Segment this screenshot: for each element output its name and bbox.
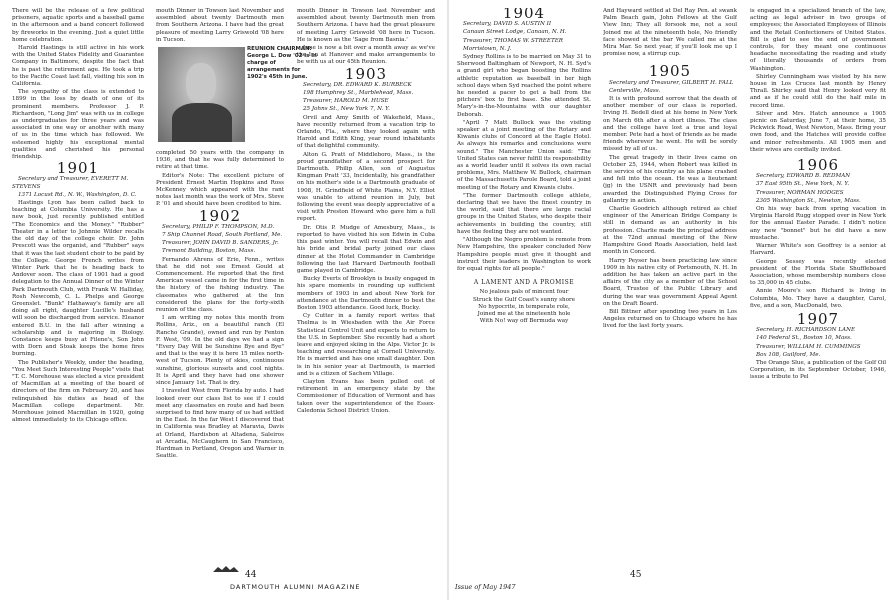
poem-title: A LAMENT AND A PROMISE	[473, 279, 575, 287]
left-column-1: There will be the release of a few political prisoners, aquatic sports and a baseball game in the afternoon and a band concert followed by fireworks in the evening. Just a quiet little home celebration. Harold Hastings is still active in his work with the United States Fidelity and Guarantee Company in Baltimore, despite the fact that he is past the retirement age. He took a trip to the Pacific Coast last fall, visiting his son in California. The sympathy of the class is extended to 1899 in the loss by death of one of its prominent members. Professor J. P. Richardson, "Long Jim" was with us in college as undergraduates for three years and was associated in one way or another with many of us in the time which has followed. We esteemed highly his exceptional mental qualities and cherished his personal friendship. 1901 Secretary and Treasurer, EVERETT M. STEVENS 1371 Locust Rd., N. W., Washington, D. C. Hastings Lyon has been called back to teaching at Columbia University. He has a new book, just recently published entitled "The Economics and the Money." "Rubber" Theater in a letter to Johnnie Wilder recalls the old day of the college choir. Dr. John Prescott was the organist, and "Rubber" says that it was the last student choir to be paid by the College. George French writes from Winter Park that he is heading back to Andover soon. The class of 1901 had a good delegation to the Annual Dinner of the Winter Park Dartmouth Club, with Frank W. Halliday, Rosh Newcomb, C. L. Phelps and George Greenslet. "Bunk" Hathaway's family are all doing all right, daughter Lucille's husband will soon be discharged from service. Eleanor entered B.U. in the fall after winning a scholarship and is majoring in Biology. Constance keeps busy at Filene's, Son John with Dorn and Stoak keeps the home fires burning. The Publisher's Weekly, under the heading, "You Meet Such Interesting People" visits that "T. C. Morehouse was elected a vice president of Macmillan at a meeting of the board of directors of the firm on February 20, and has relinquished his duties as head of the Macmillan college department. Mr. Morehouse joined Macmillan in 1920, going almost immediately to its Chicago office.	[12, 8, 144, 424]
class-1903-address: 198 Humphrey St., Marblehead, Mass.	[303, 90, 414, 97]
poem-line: Joined me at the nineteenth hole	[477, 310, 571, 317]
class-1906-secretary: Secretary, EDWARD B. REDMAN	[756, 173, 851, 180]
class-1904-treasurer: Treasurer, THOMAS W. STREETER	[463, 37, 563, 44]
photo-caption: REUNION CHAIRMAN: George L. Dow '02 is in charge of arrangements for 1902's 45th in June.	[247, 46, 317, 80]
left-column-2: completed 50 years with the company in 1936, and that he was fully determined to retire at that time. Editor's Note: The excellent picture of President Ernest Martin Hopkins and Ross McKenney which appeared with the rant notes last month was the work of Mrs. Steve P. '01 and should have been credited to him. 1902 Secretary, PHILIP F. THOMPSON, M.D. 7 Ship Channel Road, South Portland, Me. Treasurer, JOHN DAVID B. SANDERS, Jr. Tremont Building, Boston, Mass. Fernando Ahrens of Erie, Fenn., writes that he did not see Ernest Gould at Commencement. He reported that the first American vessel came in for the first time in the history of the fishing industry. The classmates who gathered at the Inn considered the plans for the forty-sixth reunion of the class. I am writing my notes this month from Rollins, Ariz., on a beautiful ranch (El Rancho Grande), owned and run by Fenton F. West, '09. In the old days we had a sign "Every Day Will be Sunshine Bye and Bye" and that is the way it is here 15 miles north-west of Tucson. Plenty of skies, continuous sunshine, glorious sunsets and cool nights. It is April and they have had one shower since January 1st. That is dry. I traveled West from Florida by auto. I had looked over our class list to see if I could meet any classmates en route and had been surprised to find how many of us had settled in the East. In the far West I discovered that in California was Bradley at Maravia, Davis at Orland, Hardisbon at Altadena, Saleiros at Arcadia, McCaughern in San Francisco, Hardman in Portland, Oregon and Warner in Seattle.	[156, 150, 284, 460]
class-1902-address: 7 Ship Channel Road, South Portland, Me.	[162, 232, 283, 239]
left-page-footer: DARTMOUTH ALUMNI MAGAZINE	[230, 583, 361, 591]
class-1907-heading: 1907	[796, 309, 840, 328]
class-1901-heading: 1901	[56, 159, 100, 178]
class-1904-heading: 1904	[502, 8, 546, 22]
right-page-number: 45	[630, 570, 642, 580]
photo-face	[186, 63, 216, 103]
class-1901-address: 1371 Locust Rd., N. W., Washington, D. C.	[18, 191, 137, 198]
issue-date: Issue of May 1947	[455, 583, 516, 591]
class-1906-treasurer: Treasurer, NORMAN HODGES	[756, 189, 844, 196]
right-column-1: 1904 Secretary, DAVID S. AUSTIN II Canaan Street Lodge, Canaan, N. H. Treasurer, THOMAS W. STREETER Morristown, N. J. Sydney Rollins is to be married on May 31 to Sherwood Baltingham of Newport, N. H. Syd's a grand girl who began boosting the Rollins athletic reputation as baseball in her high school days when Syd reached the point where he needed a pacer to get a ball from the pitchers' box to first base. She attended St. Mary's-in-the-Mountains with our daughter Deborah. "April 7 Matt Bullock was the visiting speaker at a joint meeting of the Rotary and Kiwanis clubs of Concord at the Eagle Hotel. As always his remarks and conclusions were sound." The Manchester Union said: "The United States can never fulfill its responsibility as a world leader until it solves its own racial problems, Mrs. Matthew W. Bullock, chairman of the Massachusetts Parole Board, told a joint meeting of the Rotary and Kiwanis clubs. "The former Dartmouth college athlete, declaring that we have the finest country in the world, said that there are large racial groups in the United States, who despite their achievements in building the country, still have the feeling they are not wanted. "Although the Negro problem is remote from New Hampshire, the speaker concluded New Hampshire people must give it thought and instruct their leaders in Washington to work for equal rights for all people." A LAMENT AND A PROMISE No jealous pals of mincent four Struck the Gulf Coast's sunny shore No hypocrite, in temperate role, Joined me at the nineteenth hole With No! way off Bermuda way	[457, 8, 591, 325]
class-1901-secretary: Secretary and Treasurer, EVERETT M. STEVENS	[12, 176, 129, 190]
class-1903-treasurer-address: 25 Johns St., New York 7, N. Y.	[303, 106, 390, 113]
left-column-3: mouth Dinner in Towson last November and assembled about twenty Dartmouth men from Southern Arizona. I have had the great pleasure of meeting Larry Griswold '08 here in Tucson. He is known as the 'Sage from Basnia.' June is now a bit over a month away as we've the Inn at Hanover and make arrangements to be with us at our 45th Reunion. 1903 Secretary, DR. EDWARD K. BURBECK 198 Humphrey St., Marblehead, Mass. Treasurer, HAROLD M. HUSE 25 Johns St., New York 7, N. Y. Orvil and Amy Smith of Wakefield, Mass., have recently returned from a vacation trip to Orlando, Fla., where they looked again with Harold and Edith King, year round inhabitants of that delightful community. Alton G. Pratt of Middleboro, Mass., is the proud grandfather of a second prospect for Dartmouth. Philip Allen, son of Augustus Kingman Pratt '33, Incidentally, his grandfather on his mother's side is a Dartmouth graduate of 1908, H. Grindfield of White Plains, N.Y. Elliot was unable to attend reunion in July, but following the event was deeply appreciative of a visit with Preston Howard who gave him a full report. Dr. Otis P. Mudge of Amesbury, Mass., is reported to have visited his son Edwin in Cuba this past winter. You will recall that Edwin and his bride and bridal party joined our class dinner at the Hotel Commander in Cambridge following the last Harvard Dartmouth football game played in Cambridge. Bucky Everts of Brooklyn is busily engaged in his spare moments in rounding up sufficient members of 1903 in and about New York for attendance at the Dartmouth dinner to best the Boston 1903 attendance. Good luck, Bucky. Cy Cutter in a family report writes that Thelma is in Wiesbaden with the Air Force Statistical Control Unit and expects to return to the U.S. in September. She recently had a short leave and enjoyed skiing in the Alps. Victor Jr. is teaching and researching at Cornell University. He is married and has one small daughter. Don is in his senior year at Dartmouth, is married and is a citizen of Sachem Village. Clayton Evans has been pulled out of retirement in an emergency state by the Commissioner of Education of Vermont and has taken over the superintendence of the Essex-Caledonia School District Union.	[297, 8, 435, 414]
class-1902-treasurer: Treasurer, JOHN DAVID B. SANDERS, Jr.	[162, 240, 279, 247]
class-1907-secretary: Secretary, H. RICHARDSON LANE	[756, 327, 856, 334]
class-1907-address: 140 Federal St., Boston 10, Mass.	[756, 335, 852, 342]
class-1905-heading: 1905	[648, 62, 692, 81]
decorative-ornament	[212, 559, 240, 578]
col3-intro: mouth Dinner in Towson last November and assembled about twenty Dartmouth men from Southern Arizona. I have had the great pleasure of meeting Larry Griswold '08 here in Tucson. He is known as the 'Sage from Basnia.'	[297, 8, 435, 43]
class-1902-treasurer-address: Tremont Building, Boston, Mass.	[162, 248, 256, 255]
reunion-chairman-photo	[158, 47, 245, 142]
class-1904-treasurer-address: Morristown, N. J.	[463, 45, 512, 52]
poem-line: Struck the Gulf Coast's sunny shore	[472, 296, 576, 303]
right-column-2: And Hayward settled at Del Ray Pen. at swank Palm Beach gain, John Fellows at the Gulf View Inn; They all forsook me, not a soul Joined me at the nineteenth hole, No friendly face showed at the bar We called me at the Mira Mar. So next year, if you'll look me up I promise now, a stirrup cup. 1905 Secretary and Treasurer, GILBERT H. FALL Centerville, Mass. It is with profound sorrow that the death of another member of our class is reported. Irving H. Bedell died at his home in New York on March 6th after a short illness. The class and the college have lost a true and loyal member. Pete had a host of friends as he made friends wherever he went. He will be sorely missed by all of us. The great tragedy in their lives came on October 25, 1944, when Robert was killed in the service of his country as his plane crashed and fell into the ocean. He was a lieutenant (jg) in the USNR and previously had been awarded the Distinguished Flying Cross for gallantry in action. Charlie Goodrich although retired as chief engineer of the American Bridge Company is still in demand as an authority in his profession. Charlie made the principal address at the 72nd annual meeting of the New Hampshire Good Roads Association, held last month in Concord. Harry Peyser has been practicing law since 1909 in his native city of Portsmouth, N. H. In addition he has taken an active part in the affairs of the city as a member of the School Board, Trustee of the Public Library and during the war was government Appeal Agent on the Draft Board. Bill Bittner after spending two years in Los Angeles returned on to Chicago where he has lived for the last forty years.	[603, 8, 737, 330]
class-1902-heading: 1902	[198, 206, 242, 225]
right-column-3: is engaged in a specialized branch of the law, acting as legal adviser in two groups of employees; the Associated Employees of Illinois and the Retail Confectioners of United States. Bill is glad to see the end of government controls, for they meant one continuous headache necessitating the reading and study of literally thousands of orders from Washington. Shirley Cunningham was visited by his new house in Los Cruces last month by Henry Thrall. Shirley said that Henry looked very fit and as if he could still do the half mile in record time. Silver and Mrs. Hatch announce a 1905 picnic on Saturday, June 7, at their home, 35 Pickwick Road, West Newton, Mass. Bring your own food, and the Hatches will provide coffee and minor refreshments. All 1905 men and their wives are cordially invited. 1906 Secretary, EDWARD B. REDMAN 37 East 95th St., New York, N. Y. Treasurer, NORMAN HODGES 2305 Washington St., Newton, Mass. On his way back from spring vacation in Virginia Harold Rugg stopped over in New York for the annual Easter Parade. I didn't notice any new "bonnet" but he did have a new mustache. Warner White's son Geoffrey is a senior at Harvard. George Sessey was recently elected president of the Florida State Shuffleboard Association, whose membership numbers close to 35,000 in 45 clubs. Annie Moore's son Richard is living in Columbia, Mo. They have a daughter, Carol, five, and a son, MacDonald, two. 1907 Secretary, H. RICHARDSON LANE 140 Federal St., Boston 10, Mass. Treasurer, WILLIAM H. CUMMINGS Box 108, Guilford, Me. The Orange Slue, a publication of the Golf Oil Corporation, in its September October, 1946, issue a tribute to Pel	[750, 8, 886, 381]
class-1906-heading: 1906	[796, 156, 840, 175]
poem-line: With No! way off Bermuda way	[479, 318, 569, 325]
class-1905-secretary: Secretary and Treasurer, GILBERT H. FALL	[609, 79, 734, 86]
class-1907-treasurer-address: Box 108, Guilford, Me.	[756, 351, 821, 358]
class-1905-address: Centerville, Mass.	[609, 87, 661, 94]
class-1902-secretary: Secretary, PHILIP F. THOMPSON, M.D.	[162, 223, 275, 230]
photo-body	[172, 103, 232, 142]
class-1903-heading: 1903	[344, 64, 388, 83]
page-gutter	[447, 0, 449, 600]
class-1906-treasurer-address: 2305 Washington St., Newton, Mass.	[756, 197, 861, 204]
class-1902-text: Fernando Ahrens of Erie, Fenn., writes that he did not see Ernest Gould at Commencement. He reported that the first American vessel came in for the first time in the history of the fishing industry. The classmates who gathered at the Inn considered the plans for the forty-sixth reunion of the class.	[156, 256, 284, 314]
col1-intro: There will be the release of a few political prisoners, aquatic sports and a baseball game in the afternoon and a band concert followed by fireworks in the evening. Just a quiet little home celebration.	[12, 8, 144, 43]
poem-line: No hypocrite, in temperate role,	[478, 303, 570, 310]
left-column-2-top: mouth Dinner in Towson last November and assembled about twenty Dartmouth men from Southern Arizona. I have had the great pleasure of meeting Larry Griswold '08 here in Tucson.	[156, 8, 284, 43]
class-1907-treasurer: Treasurer, WILLIAM H. CUMMINGS	[756, 343, 861, 350]
class-1904-secretary: Secretary, DAVID S. AUSTIN II	[463, 21, 552, 28]
class-1903-secretary: Secretary, DR. EDWARD K. BURBECK	[303, 81, 412, 88]
poem-line: No jealous pals of mincent four	[479, 289, 569, 296]
poem	[457, 289, 591, 325]
left-page-number: 44	[245, 570, 257, 580]
class-1906-address: 37 East 95th St., New York, N. Y.	[756, 181, 850, 188]
class-1903-treasurer: Treasurer, HAROLD M. HUSE	[303, 98, 389, 105]
class-1904-address: Canaan Street Lodge, Canaan, N. H.	[463, 29, 567, 36]
